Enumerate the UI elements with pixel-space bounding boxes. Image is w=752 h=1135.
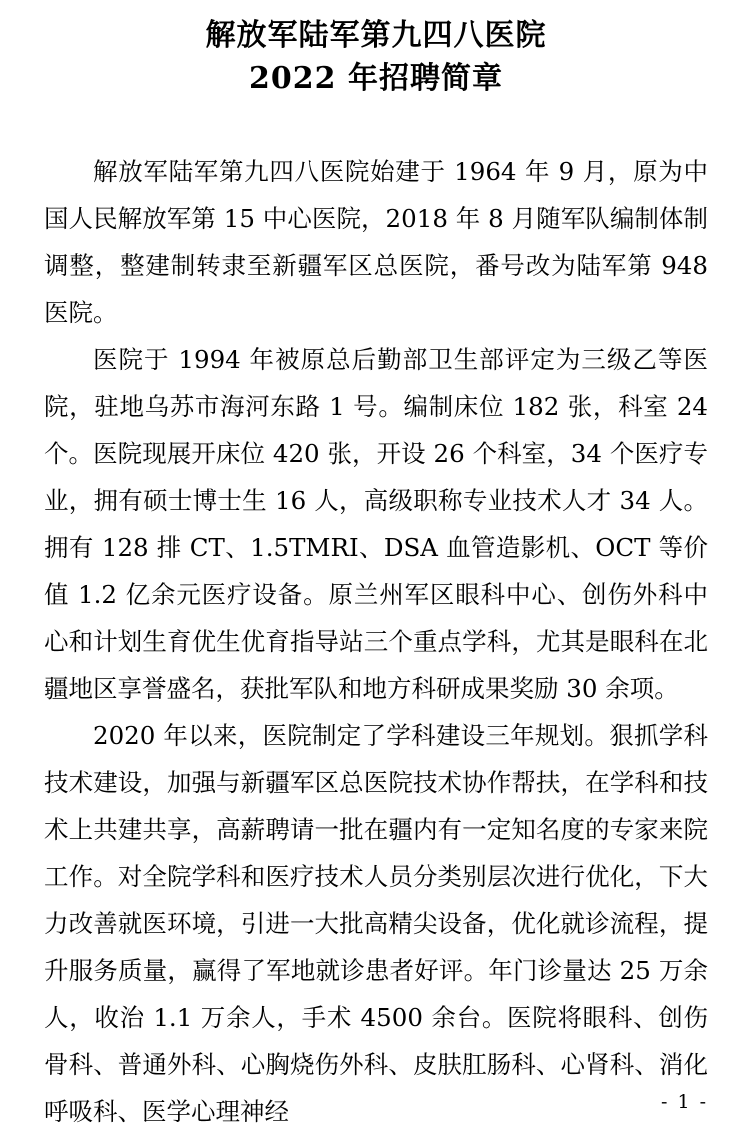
page-title-line-2: 2022 年招聘简章 bbox=[249, 61, 503, 96]
page-title bbox=[44, 14, 708, 100]
document-body bbox=[44, 148, 708, 1135]
body-paragraph-2: 医院于 1994 年被原总后勤部卫生部评定为三级乙等医院，驻地乌苏市海河东路 1 号。编制床位 182 张，科室 24 个。医院现展开床位 420 张，开设 26 个科室，34 个医疗专业，拥有硕士博士生 16 人，高级职称专业技术人才 34 人。拥有 128 排 CT、1.5TMRI、DSA 血管造影机、OCT 等价值 1.2 亿余元医疗设备。原兰州军区眼科中心、创伤外科中心和计划生育优生优育指导站三个重点学科，尤其是眼科在北疆地区享誉盛名，获批军队和地方科研成果奖励 30 余项。 bbox=[44, 345, 708, 703]
page-title-line-1: 解放军陆军第九四八医院 bbox=[205, 18, 547, 53]
body-paragraph-3: 2020 年以来，医院制定了学科建设三年规划。狠抓学科技术建设，加强与新疆军区总医院技术协作帮扶，在学科和技术上共建共享，高薪聘请一批在疆内有一定知名度的专家来院工作。对全院学科和医疗技术人员分类别层次进行优化，下大力改善就医环境，引进一大批高精尖设备，优化就诊流程，提升服务质量，赢得了军地就诊患者好评。年门诊量达 25 万余人，收治 1.1 万余人，手术 4500 余台。医院将眼科、创伤骨科、普通外科、心胸烧伤外科、皮肤肛肠科、心肾科、消化呼吸科、医学心理神经 bbox=[44, 721, 708, 1126]
page-number: - 1 - bbox=[660, 1091, 708, 1113]
body-paragraph-1: 解放军陆军第九四八医院始建于 1964 年 9 月，原为中国人民解放军第 15 中心医院，2018 年 8 月随军队编制体制调整，整建制转隶至新疆军区总医院，番号改为陆军第 948 医院。 bbox=[44, 157, 708, 327]
